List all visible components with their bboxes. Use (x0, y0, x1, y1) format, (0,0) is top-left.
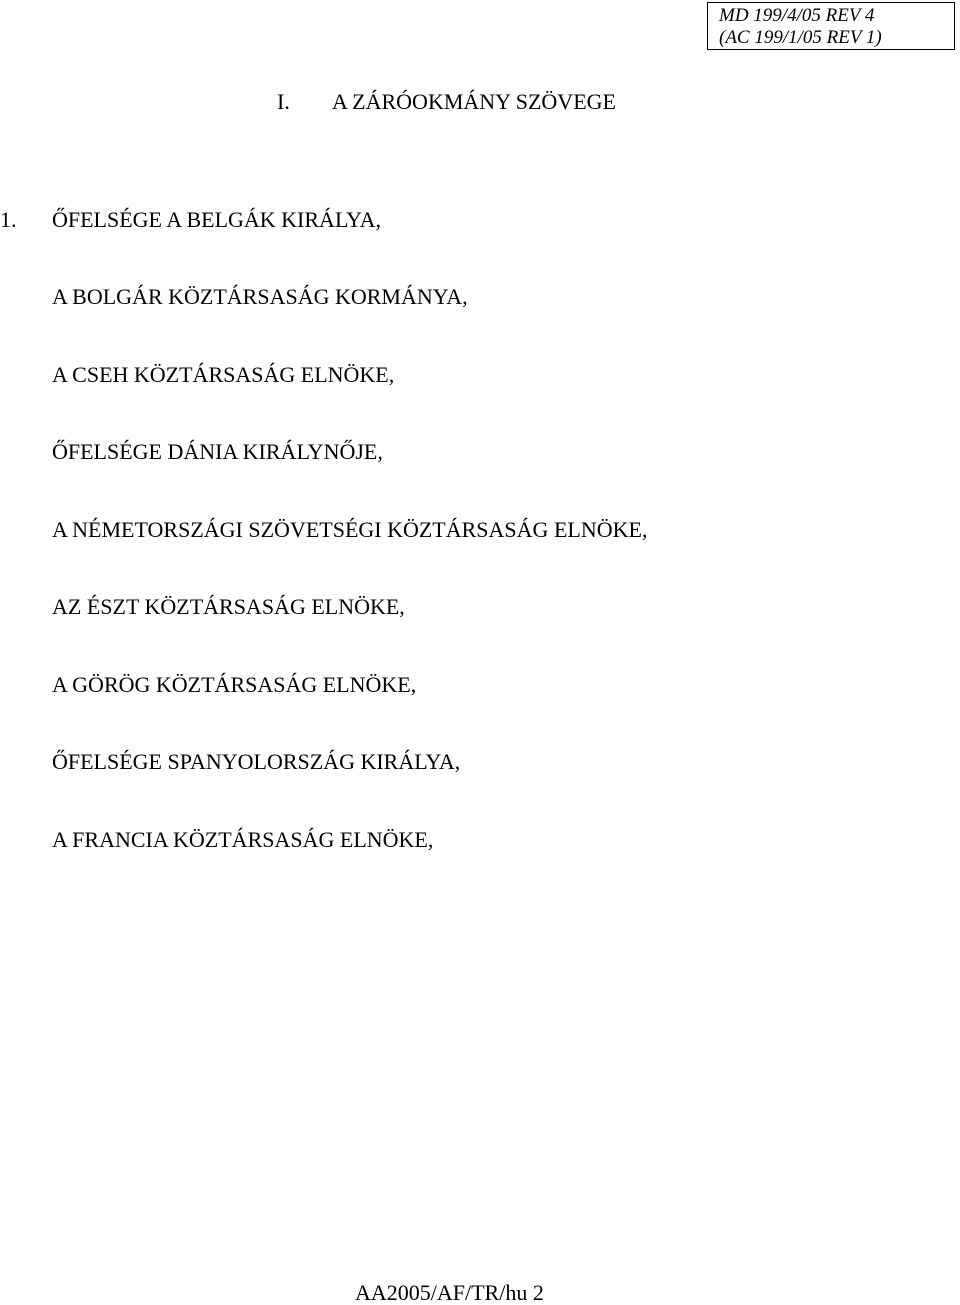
party-line: A CSEH KÖZTÁRSASÁG ELNÖKE, (52, 362, 395, 387)
section-title: A ZÁRÓOKMÁNY SZÖVEGE (332, 89, 616, 114)
section-heading (277, 88, 616, 116)
party-line: ŐFELSÉGE DÁNIA KIRÁLYNŐJE, (52, 439, 383, 464)
page-footer: AA2005/AF/TR/hu 2 (355, 1280, 544, 1305)
item-number: 1. (0, 207, 17, 232)
reference-line-2: (AC 199/1/05 REV 1) (719, 27, 882, 48)
party-line: A FRANCIA KÖZTÁRSASÁG ELNÖKE, (52, 827, 434, 852)
document-reference-box (707, 2, 955, 50)
party-line: ŐFELSÉGE A BELGÁK KIRÁLYA, (52, 207, 382, 232)
reference-line-1: MD 199/4/05 REV 4 (719, 5, 875, 26)
section-number: I. (277, 89, 290, 114)
party-line: A BOLGÁR KÖZTÁRSASÁG KORMÁNYA, (52, 284, 468, 309)
party-line: ŐFELSÉGE SPANYOLORSZÁG KIRÁLYA, (52, 749, 461, 774)
party-line: A GÖRÖG KÖZTÁRSASÁG ELNÖKE, (52, 672, 417, 697)
party-line: A NÉMETORSZÁGI SZÖVETSÉGI KÖZTÁRSASÁG ELNÖKE, (52, 517, 648, 542)
party-line: AZ ÉSZT KÖZTÁRSASÁG ELNÖKE, (52, 594, 405, 619)
